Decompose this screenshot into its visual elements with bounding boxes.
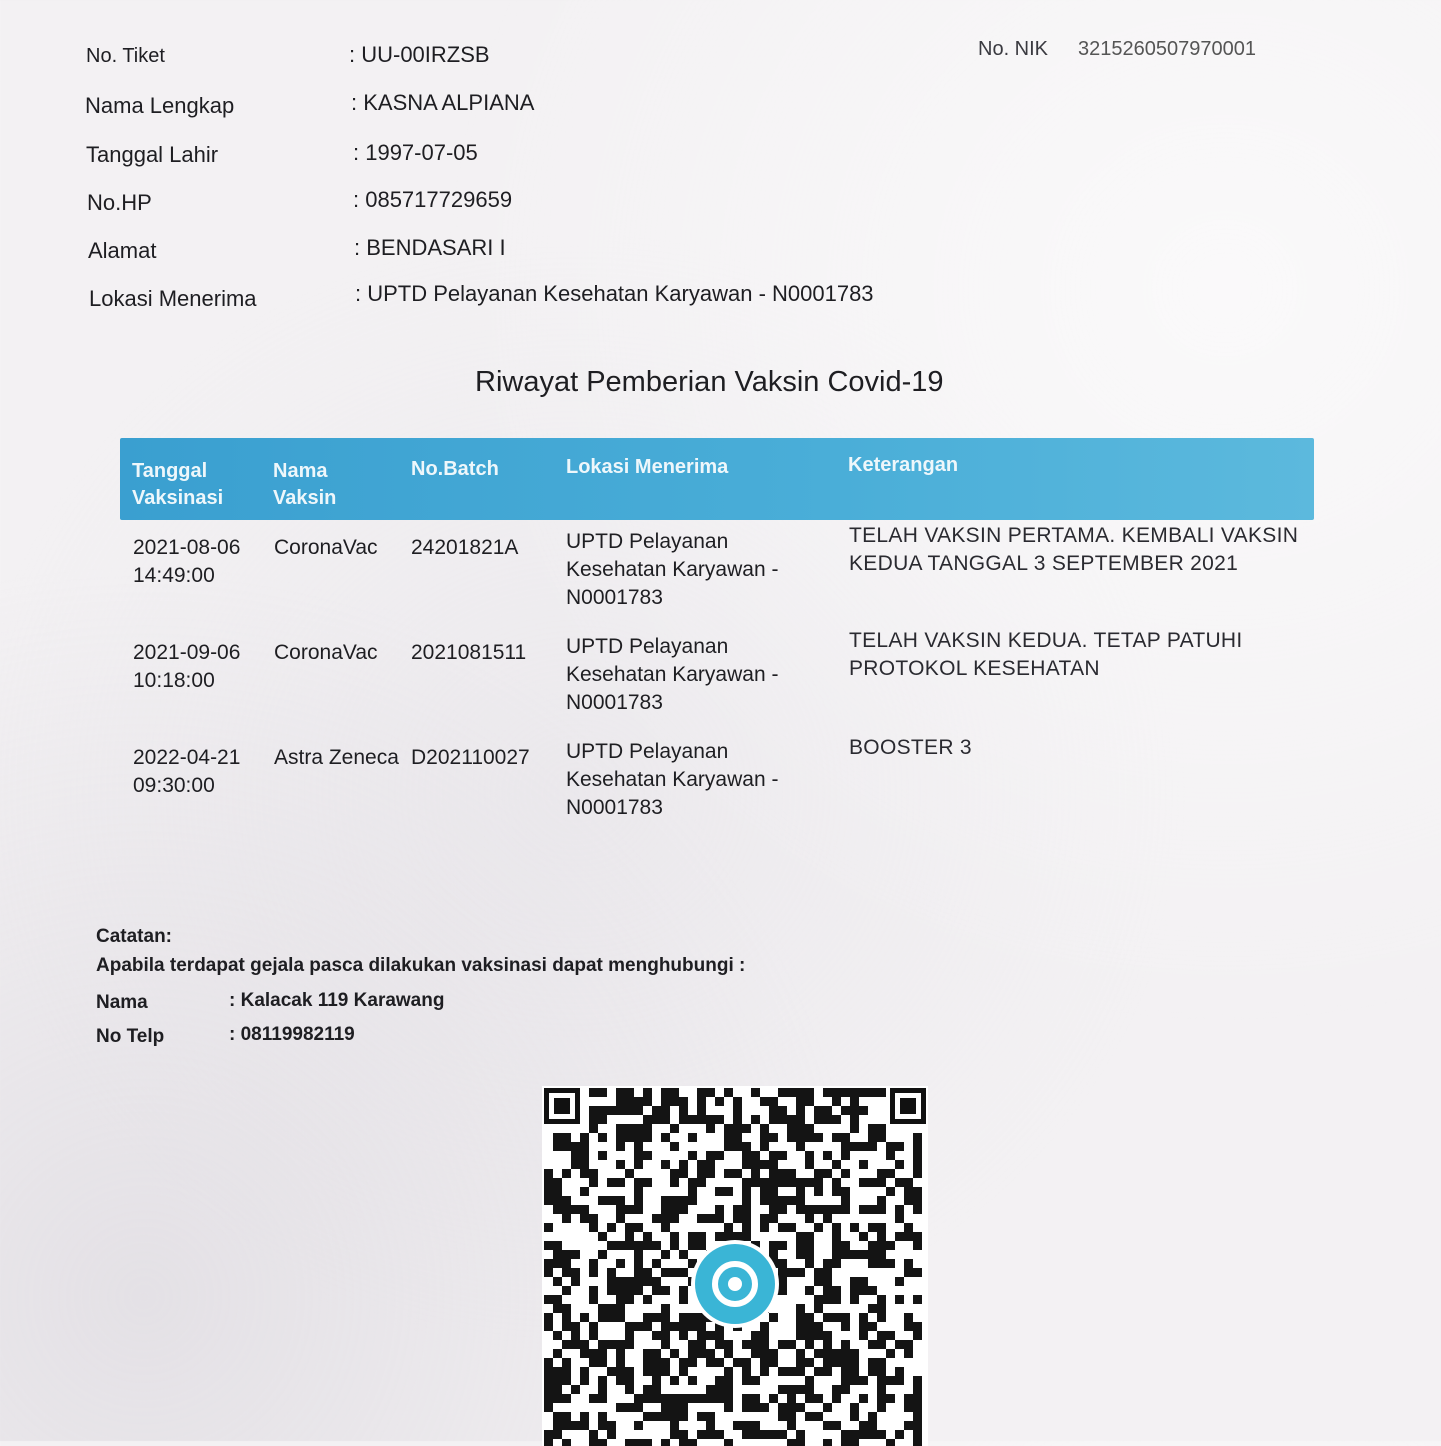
table-row xyxy=(120,520,1314,625)
qr-finder-top-right xyxy=(890,1088,926,1124)
nama-label: Nama Lengkap xyxy=(85,93,235,118)
vaccine-history-table xyxy=(120,438,1314,835)
column-nama-vaksin: Nama Vaksin xyxy=(273,460,337,509)
row-vaksin: Astra Zeneca xyxy=(274,746,399,769)
no-tiket-label: No. Tiket xyxy=(86,45,165,67)
column-tanggal-vaksinasi: Tanggal Vaksinasi xyxy=(132,460,224,509)
row-tanggal: 2021-08-06 14:49:00 xyxy=(133,536,241,587)
no-hp-value: : 085717729659 xyxy=(353,187,513,212)
tanggal-lahir-value: : 1997-07-05 xyxy=(353,140,478,165)
alamat-label: Alamat xyxy=(88,238,157,263)
row-vaksin: CoronaVac xyxy=(274,536,378,559)
qr-center-logo xyxy=(691,1240,779,1328)
column-lokasi-menerima: Lokasi Menerima xyxy=(566,456,729,478)
note-title: Catatan: xyxy=(96,926,173,947)
table-header xyxy=(120,438,1314,520)
no-nik xyxy=(978,38,1256,61)
row-tanggal: 2021-09-06 10:18:00 xyxy=(133,641,241,692)
qr-code-icon xyxy=(542,1086,928,1446)
row-tanggal: 2022-04-21 09:30:00 xyxy=(133,746,241,797)
lokasi-value: : UPTD Pelayanan Kesehatan Karyawan - N0001783 xyxy=(355,281,874,306)
table-row xyxy=(120,625,1314,730)
nama-value: : KASNA ALPIANA xyxy=(351,90,535,115)
qr-code xyxy=(542,1086,928,1446)
row-keterangan: TELAH VAKSIN KEDUA. TETAP PATUHI PROTOKOL KESEHATAN xyxy=(849,629,1243,680)
row-lokasi: UPTD Pelayanan Kesehatan Karyawan - N0001783 xyxy=(566,635,779,714)
nik-value: 3215260507970001 xyxy=(1078,38,1256,60)
alamat-value: : BENDASARI I xyxy=(354,235,506,260)
qr-finder-top-left xyxy=(544,1088,580,1124)
note-nama-value: : Kalacak 119 Karawang xyxy=(229,990,445,1011)
row-keterangan: TELAH VAKSIN PERTAMA. KEMBALI VAKSIN KEDUA TANGGAL 3 SEPTEMBER 2021 xyxy=(849,524,1299,575)
note-text: Apabila terdapat gejala pasca dilakukan vaksinasi dapat menghubungi : xyxy=(96,955,746,976)
row-vaksin: CoronaVac xyxy=(274,641,378,664)
note-telp-value: : 08119982119 xyxy=(229,1024,355,1045)
no-tiket-value: : UU-00IRZSB xyxy=(349,42,490,67)
note-telp-label: No Telp xyxy=(96,1026,165,1047)
row-lokasi: UPTD Pelayanan Kesehatan Karyawan - N0001783 xyxy=(566,530,779,609)
tanggal-lahir-label: Tanggal Lahir xyxy=(86,142,219,167)
row-batch: 24201821A xyxy=(411,536,519,559)
row-batch: 2021081511 xyxy=(411,641,527,664)
column-keterangan: Keterangan xyxy=(848,454,959,476)
table-row xyxy=(120,730,1314,835)
row-lokasi: UPTD Pelayanan Kesehatan Karyawan - N0001783 xyxy=(566,740,779,819)
page-title: Riwayat Pemberian Vaksin Covid-19 xyxy=(475,366,944,398)
row-batch: D202110027 xyxy=(411,746,530,769)
row-keterangan: BOOSTER 3 xyxy=(849,736,972,759)
lokasi-label: Lokasi Menerima xyxy=(89,286,257,311)
note-nama-label: Nama xyxy=(96,992,148,1013)
no-hp-label: No.HP xyxy=(87,190,152,215)
column-no-batch: No.Batch xyxy=(411,458,499,480)
nik-label: No. NIK xyxy=(978,38,1049,60)
